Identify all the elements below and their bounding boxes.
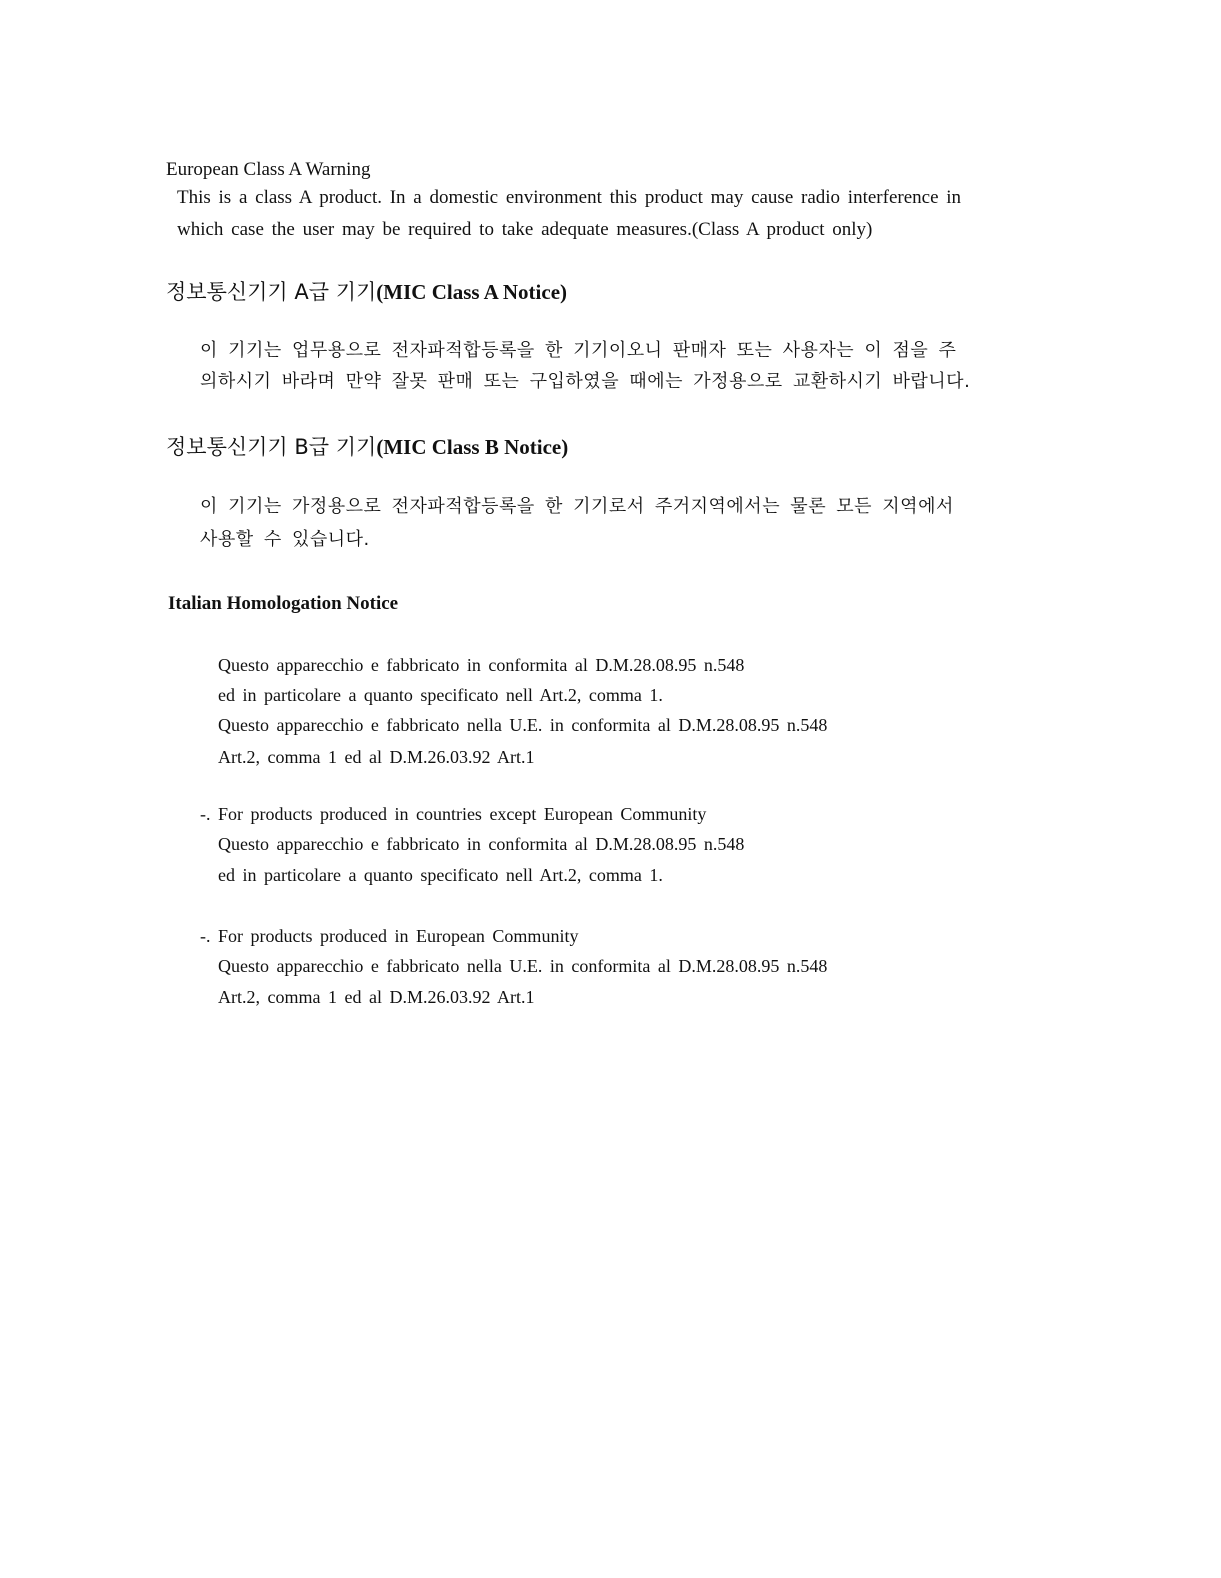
mic-class-b-heading-english: (MIC Class B Notice) bbox=[376, 435, 569, 459]
italian-intro-line-4: Art.2, comma 1 ed al D.M.26.03.92 Art.1 bbox=[218, 747, 535, 767]
italian-bullet-eu-line-1: Questo apparecchio e fabbricato nella U.E. in conformita al D.M.28.08.95 n.548 bbox=[218, 956, 828, 976]
mic-class-a-line-2: 의하시기 바라며 만약 잘못 판매 또는 구입하였을 때에는 가정용으로 교환하시기 바랍니다. bbox=[200, 371, 971, 392]
european-warning-title: European Class A Warning bbox=[166, 159, 371, 180]
mic-class-b-heading bbox=[166, 437, 568, 458]
mic-class-b-heading-korean: 정보통신기기 B급 기기 bbox=[166, 435, 377, 459]
mic-class-b-line-2: 사용할 수 있습니다. bbox=[200, 529, 370, 550]
italian-bullet-eu-line-2: Art.2, comma 1 ed al D.M.26.03.92 Art.1 bbox=[218, 987, 535, 1007]
italian-intro-line-1: Questo apparecchio e fabbricato in conformita al D.M.28.08.95 n.548 bbox=[218, 655, 745, 675]
mic-class-a-line-1: 이 기기는 업무용으로 전자파적합등록을 한 기기이오니 판매자 또는 사용자는 이 점을 주 bbox=[200, 340, 957, 361]
italian-notice-heading: Italian Homologation Notice bbox=[168, 593, 399, 614]
european-warning-line-1: This is a class A product. In a domestic environment this product may cause radio interference in bbox=[177, 187, 962, 208]
italian-intro-line-2: ed in particolare a quanto specificato nell Art.2, comma 1. bbox=[218, 685, 663, 705]
italian-bullet-non-eu-line-2: ed in particolare a quanto specificato nell Art.2, comma 1. bbox=[218, 865, 663, 885]
italian-bullet-non-eu-label: -. For products produced in countries except European Community bbox=[200, 804, 707, 824]
italian-bullet-eu-label: -. For products produced in European Community bbox=[200, 926, 579, 946]
mic-class-a-heading-english: (MIC Class A Notice) bbox=[376, 280, 568, 304]
italian-intro-line-3: Questo apparecchio e fabbricato nella U.E. in conformita al D.M.28.08.95 n.548 bbox=[218, 715, 828, 735]
mic-class-a-heading bbox=[166, 282, 567, 303]
mic-class-a-heading-korean: 정보통신기기 A급 기기 bbox=[166, 280, 377, 304]
italian-bullet-non-eu-line-1: Questo apparecchio e fabbricato in conformita al D.M.28.08.95 n.548 bbox=[218, 834, 745, 854]
european-warning-line-2: which case the user may be required to take adequate measures.(Class A product only) bbox=[177, 219, 873, 240]
mic-class-b-line-1: 이 기기는 가정용으로 전자파적합등록을 한 기기로서 주거지역에서는 물론 모든 지역에서 bbox=[200, 496, 954, 517]
